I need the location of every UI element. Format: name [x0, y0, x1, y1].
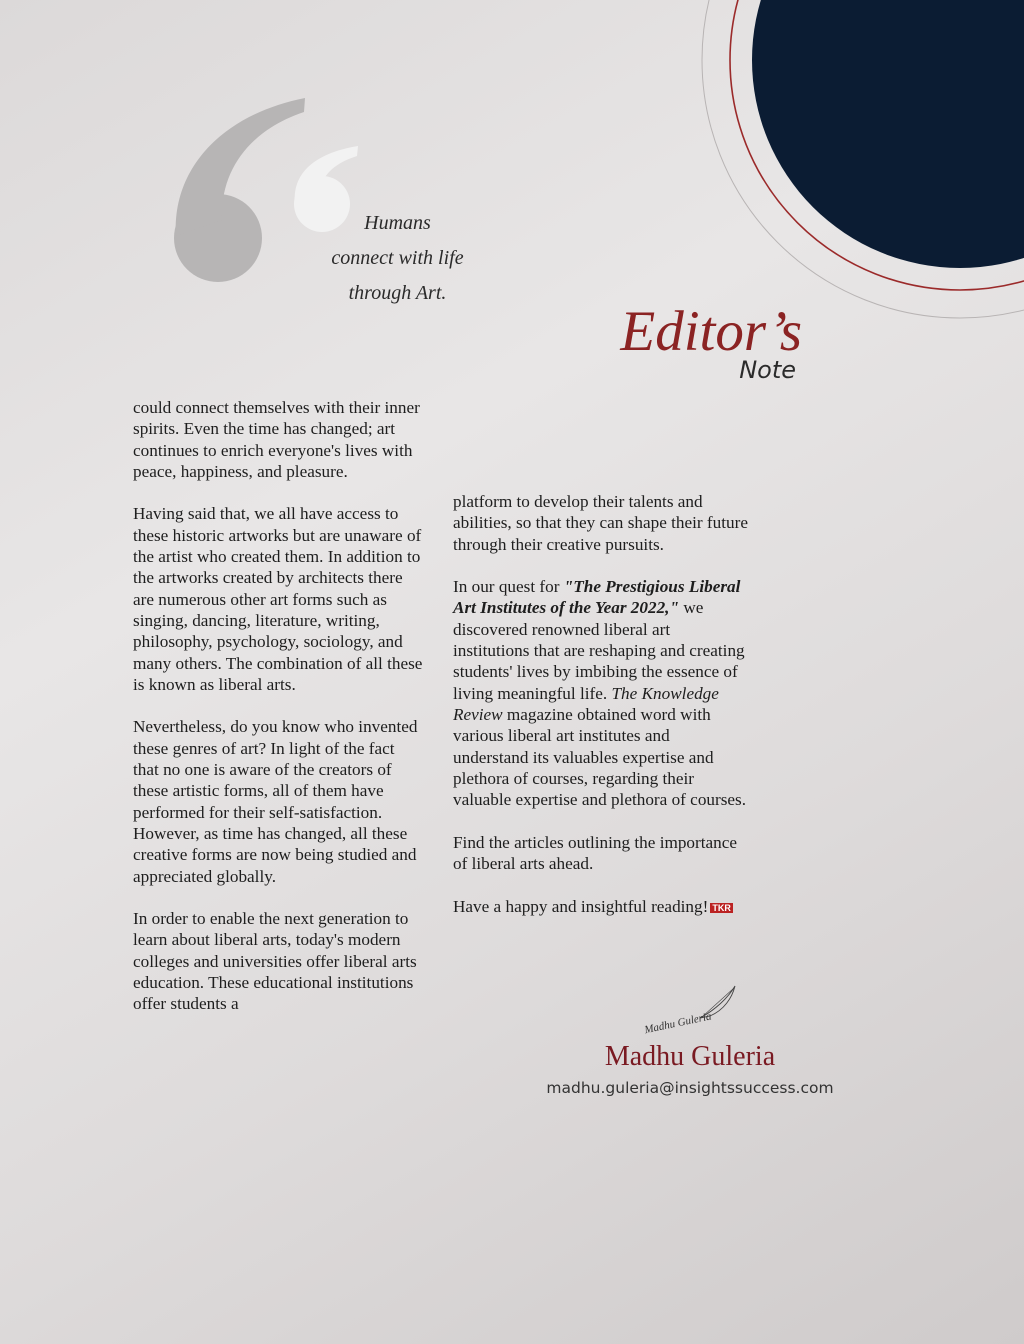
page-title	[600, 300, 810, 382]
paragraph: Nevertheless, do you know who invented these genres of art? In light of the fact that no one is aware of the creators of these artistic forms, all of them have performed for their self-satisfaction. However, as time has changed, all these creative forms are now being studied and appreciated globally.	[133, 717, 418, 886]
signature-text: Madhu Guleria	[643, 1010, 713, 1037]
outer-gray-ring	[702, 0, 1024, 318]
title-note: Note	[739, 356, 796, 384]
title-editors: Editor’s	[620, 300, 802, 363]
author-email: madhu.guleria@insightssuccess.com	[546, 1079, 834, 1097]
pull-quote-line: through Art.	[348, 282, 447, 304]
tkr-logo-badge: TKR	[712, 902, 731, 913]
navy-disc	[752, 0, 1024, 268]
text: we discovered renowned liberal art institutions that are reshaping and creating students' lives by imbibing the essence of living meaningful life.	[453, 598, 745, 703]
closing-text: Have a happy and insightful reading!	[453, 896, 709, 916]
paragraph	[453, 576, 748, 810]
author-name: Madhu Guleria	[604, 1041, 776, 1072]
signature-image	[640, 980, 750, 1040]
pull-quote	[305, 206, 490, 311]
text: In our quest for	[453, 577, 564, 597]
magazine-name: The Knowledge Review	[453, 683, 719, 724]
paragraph: platform to develop their talents and abilities, so that they can shape their future through their creative pursuits.	[453, 492, 748, 554]
pull-quote-line: Humans	[364, 212, 431, 234]
right-column	[453, 491, 748, 938]
red-ring	[730, 0, 1024, 290]
paragraph: In order to enable the next generation to learn about liberal arts, today's modern colleges and universities offer liberal arts education. These educational institutions offer students a	[133, 909, 417, 1014]
left-quote-mark	[174, 98, 305, 282]
feature-title: "The Prestigious Liberal Art Institutes of the Year 2022,"	[453, 577, 741, 618]
pull-quote-line: connect with life	[331, 247, 464, 269]
paragraph	[453, 896, 748, 917]
text: magazine obtained word with various liberal art institutes and understand its valuables expertise and plethora of courses, regarding their valuable expertise and plethora of courses.	[453, 704, 747, 810]
paragraph: Having said that, we all have access to these historic artworks but are unaware of the artist who created them. In addition to the artworks created by architects there are numerous other art forms such as singing, dancing, literature, writing, philosophy, psychology, sociology, and many others. The combination of all these is known as liberal arts.	[133, 504, 423, 694]
paragraph: could connect themselves with their inner spirits. Even the time has changed; art continues to enrich everyone's lives with peace, happiness, and pleasure.	[133, 398, 420, 481]
paragraph: Find the articles outlining the importance of liberal arts ahead.	[453, 832, 738, 874]
left-column	[133, 397, 423, 1036]
